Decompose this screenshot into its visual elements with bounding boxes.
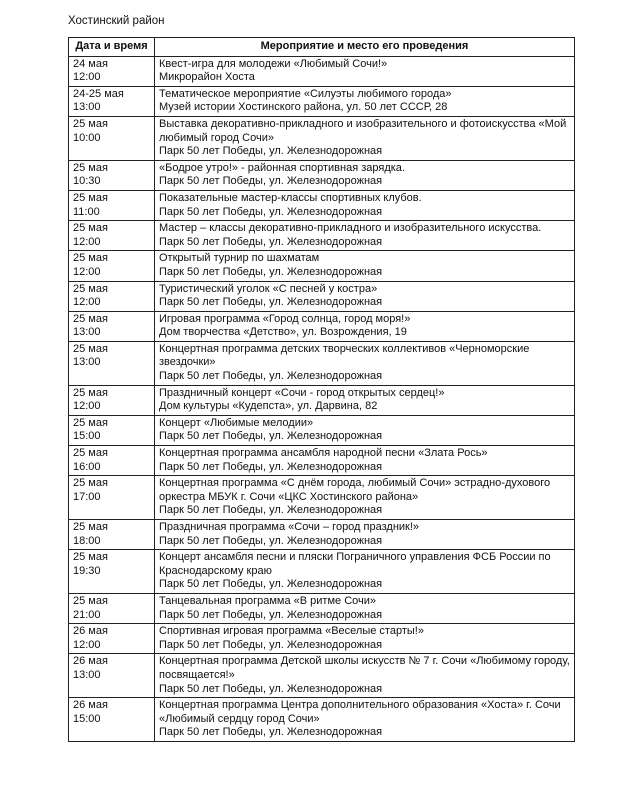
event-time: 15:00	[73, 712, 101, 725]
date-time-cell	[69, 160, 155, 190]
event-place-cell	[155, 698, 575, 742]
header-event-place: Мероприятие и место его проведения	[155, 38, 575, 57]
date-time-cell	[69, 446, 155, 476]
event-title: Спортивная игровая программа «Веселые старты!»	[159, 625, 424, 638]
event-place-cell	[155, 311, 575, 341]
table-row	[69, 476, 575, 520]
event-title: Мастер – классы декоративно-прикладного и изобразительного искусства.	[159, 222, 542, 235]
date-time-cell	[69, 593, 155, 623]
event-location: Парк 50 лет Победы, ул. Железнодорожная	[159, 638, 383, 651]
table-body	[69, 56, 575, 741]
event-time: 12:00	[73, 265, 101, 278]
date-time-cell	[69, 624, 155, 654]
event-time: 13:00	[73, 326, 101, 339]
event-date: 25 мая	[73, 312, 108, 325]
event-time: 19:30	[73, 564, 101, 577]
event-title: Показательные мастер-классы спортивных клубов.	[159, 191, 422, 204]
event-location: Парк 50 лет Победы, ул. Железнодорожная	[159, 205, 383, 218]
event-location: Парк 50 лет Победы, ул. Железнодорожная	[159, 608, 383, 621]
date-time-cell	[69, 385, 155, 415]
event-location: Парк 50 лет Победы, ул. Железнодорожная	[159, 430, 383, 443]
event-time: 15:00	[73, 430, 101, 443]
event-title: Выставка декоративно-прикладного и изобразительного и фотоискусства «Мой любимый город Сочи»	[159, 117, 567, 144]
table-row	[69, 624, 575, 654]
date-time-cell	[69, 251, 155, 281]
table-row	[69, 221, 575, 251]
event-title: Концертная программа «С днём города, любимый Сочи» эстрадно-духового оркестра МБУК г. Сочи «ЦКС Хостинского района»	[159, 477, 551, 503]
event-place-cell	[155, 160, 575, 190]
table-row	[69, 281, 575, 311]
event-title: Концерт «Любимые мелодии»	[159, 416, 314, 429]
event-time: 12:00	[73, 235, 101, 248]
event-location: Парк 50 лет Победы, ул. Железнодорожная	[159, 504, 383, 517]
table-row	[69, 520, 575, 550]
event-place-cell	[155, 476, 575, 520]
event-date: 25 мая	[73, 222, 108, 235]
event-location: Парк 50 лет Победы, ул. Железнодорожная	[159, 235, 383, 248]
event-time: 10:30	[73, 175, 101, 188]
district-title: Хостинский район	[68, 15, 165, 27]
table-row	[69, 190, 575, 220]
event-time: 21:00	[73, 608, 101, 621]
event-place-cell	[155, 654, 575, 698]
event-time: 13:00	[73, 356, 101, 369]
event-date: 25 мая	[73, 447, 108, 460]
event-location: Парк 50 лет Победы, ул. Железнодорожная	[159, 682, 383, 695]
table-row	[69, 698, 575, 742]
event-date: 25 мая	[73, 521, 108, 533]
event-time: 11:00	[73, 205, 100, 218]
event-location: Парк 50 лет Победы, ул. Железнодорожная	[159, 726, 383, 739]
event-title: Открытый турнир по шахматам	[159, 252, 320, 265]
event-title: Праздничная программа «Сочи – город праздник!»	[159, 521, 420, 533]
event-date: 25 мая	[73, 551, 108, 564]
table-row	[69, 446, 575, 476]
event-time: 13:00	[73, 668, 101, 681]
event-date: 24-25 мая	[73, 87, 124, 100]
event-place-cell	[155, 593, 575, 623]
table-row	[69, 415, 575, 445]
event-title: Туристический уголок «С песней у костра»	[159, 282, 378, 295]
event-title: Игровая программа «Город солнца, город моря!»	[159, 312, 411, 325]
event-place-cell	[155, 341, 575, 385]
table-row	[69, 341, 575, 385]
event-location: Парк 50 лет Победы, ул. Железнодорожная	[159, 296, 383, 309]
event-location: Музей истории Хостинского района, ул. 50 лет СССР, 28	[159, 101, 448, 114]
event-location: Дом творчества «Детство», ул. Возрождения, 19	[159, 326, 407, 339]
table-row	[69, 654, 575, 698]
event-place-cell	[155, 86, 575, 116]
date-time-cell	[69, 415, 155, 445]
event-title: «Бодрое утро!» - районная спортивная зарядка.	[159, 161, 405, 174]
event-date: 25 мая	[73, 386, 108, 399]
event-date: 25 мая	[73, 117, 108, 130]
date-time-cell	[69, 116, 155, 160]
event-date: 25 мая	[73, 477, 108, 490]
event-place-cell	[155, 116, 575, 160]
event-location: Парк 50 лет Победы, ул. Железнодорожная	[159, 460, 383, 473]
event-place-cell	[155, 190, 575, 220]
event-date: 25 мая	[73, 342, 108, 355]
event-location: Парк 50 лет Победы, ул. Железнодорожная	[159, 145, 383, 158]
event-time: 12:00	[73, 638, 101, 651]
date-time-cell	[69, 520, 155, 550]
event-time: 12:00	[73, 71, 101, 84]
event-title: Тематическое мероприятие «Силуэты любимого города»	[159, 87, 452, 100]
event-title: Квест-игра для молодежи «Любимый Сочи!»	[159, 57, 388, 70]
event-place-cell	[155, 550, 575, 594]
date-time-cell	[69, 698, 155, 742]
date-time-cell	[69, 86, 155, 116]
event-place-cell	[155, 251, 575, 281]
event-time: 10:00	[73, 131, 101, 144]
event-title: Концерт ансамбля песни и пляски Пограничного управления ФСБ России по Краснодарскому краю	[159, 551, 551, 577]
event-place-cell	[155, 385, 575, 415]
table-row	[69, 251, 575, 281]
date-time-cell	[69, 221, 155, 251]
event-date: 25 мая	[73, 594, 108, 607]
event-date: 24 мая	[73, 57, 108, 70]
event-date: 25 мая	[73, 252, 108, 265]
events-table	[68, 37, 575, 742]
date-time-cell	[69, 190, 155, 220]
event-date: 25 мая	[73, 191, 108, 204]
event-location: Дом культуры «Кудепста», ул. Дарвина, 82	[159, 400, 378, 413]
table-row	[69, 116, 575, 160]
table-row	[69, 385, 575, 415]
event-title: Праздничный концерт «Сочи - город открытых сердец!»	[159, 386, 445, 399]
table-row	[69, 86, 575, 116]
event-place-cell	[155, 446, 575, 476]
event-date: 25 мая	[73, 416, 108, 429]
event-date: 26 мая	[73, 625, 108, 638]
event-place-cell	[155, 624, 575, 654]
event-date: 26 мая	[73, 655, 108, 668]
event-location: Микрорайон Хоста	[159, 71, 255, 84]
event-time: 13:00	[73, 101, 101, 114]
event-place-cell	[155, 520, 575, 550]
event-time: 17:00	[73, 490, 101, 503]
event-title: Концертная программа ансамбля народной песни «Злата Рось»	[159, 447, 488, 460]
event-location: Парк 50 лет Победы, ул. Железнодорожная	[159, 175, 383, 188]
event-date: 25 мая	[73, 161, 108, 174]
event-time: 16:00	[73, 460, 101, 473]
event-location: Парк 50 лет Победы, ул. Железнодорожная	[159, 370, 383, 383]
date-time-cell	[69, 476, 155, 520]
event-date: 25 мая	[73, 282, 108, 295]
table-row	[69, 593, 575, 623]
event-place-cell	[155, 415, 575, 445]
date-time-cell	[69, 281, 155, 311]
date-time-cell	[69, 56, 155, 86]
table-row	[69, 160, 575, 190]
event-location: Парк 50 лет Победы, ул. Железнодорожная	[159, 534, 383, 547]
event-location: Парк 50 лет Победы, ул. Железнодорожная	[159, 578, 383, 591]
event-title: Концертная программа детских творческих коллективов «Черноморские звездочки»	[159, 342, 530, 369]
table-row	[69, 550, 575, 594]
event-time: 12:00	[73, 296, 101, 309]
event-location: Парк 50 лет Победы, ул. Железнодорожная	[159, 265, 383, 278]
event-place-cell	[155, 281, 575, 311]
event-date: 26 мая	[73, 699, 108, 712]
event-title: Концертная программа Детской школы искусств № 7 г. Сочи «Любимому городу, посвящается!»	[159, 655, 570, 681]
date-time-cell	[69, 550, 155, 594]
table-header-row	[69, 38, 575, 57]
table-row	[69, 56, 575, 86]
event-place-cell	[155, 56, 575, 86]
event-time: 18:00	[73, 534, 101, 547]
date-time-cell	[69, 654, 155, 698]
event-time: 12:00	[73, 400, 101, 413]
event-place-cell	[155, 221, 575, 251]
event-title: Концертная программа Центра дополнительного образования «Хоста» г. Сочи «Любимый сердцу город Сочи»	[159, 699, 561, 725]
date-time-cell	[69, 341, 155, 385]
table-row	[69, 311, 575, 341]
date-time-cell	[69, 311, 155, 341]
event-title: Танцевальная программа «В ритме Сочи»	[159, 594, 377, 607]
header-date-time: Дата и время	[69, 38, 155, 57]
